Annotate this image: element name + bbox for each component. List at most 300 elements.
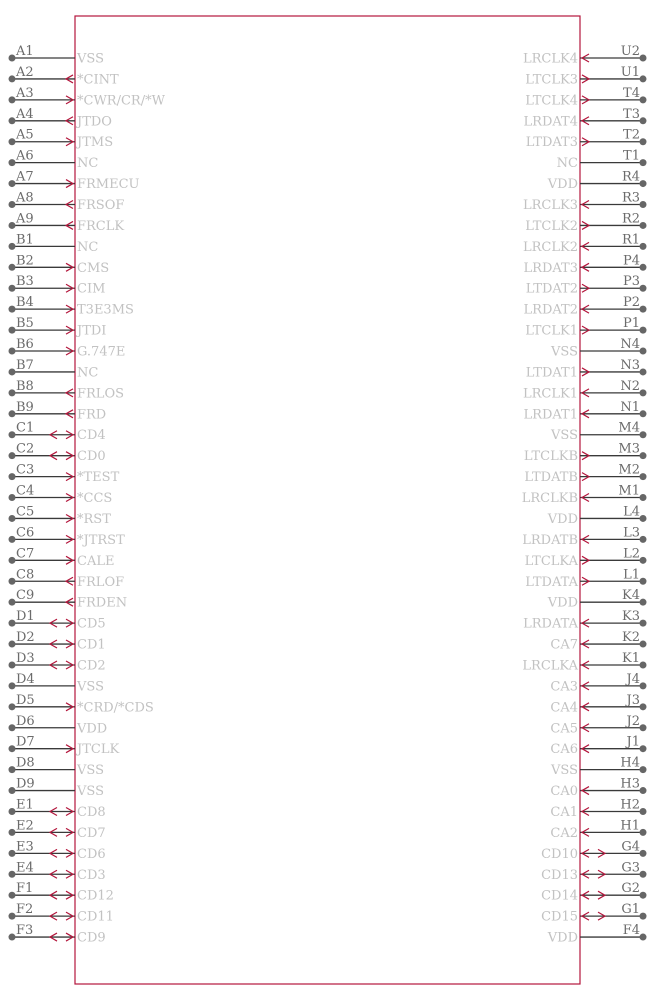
pin-number: L4: [623, 504, 640, 520]
pin: [9, 463, 120, 486]
pin-end-dot: [640, 745, 647, 752]
pin-number: D4: [16, 671, 35, 687]
pin: [9, 107, 112, 130]
pin-number: J2: [626, 713, 640, 729]
pin-number: G3: [621, 860, 640, 876]
pin-end-dot: [9, 410, 16, 417]
pin-end-dot: [9, 96, 16, 103]
pin: [9, 860, 106, 883]
pin-name: LTCLK1: [525, 323, 578, 339]
pin-end-dot: [9, 473, 16, 480]
pin: [9, 44, 104, 67]
pin-end-dot: [9, 285, 16, 292]
pin-end-dot: [640, 829, 647, 836]
pin-name: JTMS: [77, 135, 114, 151]
pin: [523, 232, 646, 255]
pin-number: N1: [620, 399, 640, 415]
pin-end-dot: [640, 850, 647, 857]
pin: [9, 295, 134, 318]
pin-number: P4: [622, 253, 640, 269]
left-pin-group: [9, 44, 166, 946]
pin-name: CD2: [77, 658, 106, 674]
pin-name: CD0: [77, 449, 106, 465]
pin-number: D5: [16, 692, 35, 708]
pin-name: LTDATA: [525, 574, 578, 590]
pin-number: C7: [16, 546, 35, 562]
pin-number: P2: [622, 295, 640, 311]
pin-number: A7: [16, 169, 34, 185]
pin-name: NC: [77, 156, 99, 172]
pin-name: VDD: [547, 511, 578, 527]
pin-number: R1: [621, 232, 640, 248]
pin-name: VSS: [551, 763, 578, 779]
pin: [9, 651, 106, 674]
pin-number: B6: [16, 337, 34, 353]
pin-number: K3: [622, 609, 640, 625]
pin-number: C6: [16, 525, 35, 541]
pin-name: VDD: [547, 595, 578, 611]
pin: [557, 149, 647, 172]
pin-name: JTDO: [77, 114, 112, 130]
pin-number: K2: [622, 630, 640, 646]
pin-name: T3E3MS: [77, 302, 134, 318]
pin: [9, 65, 119, 88]
pin-name: FRDEN: [77, 595, 128, 611]
pin-end-dot: [640, 536, 647, 543]
pin: [9, 902, 114, 925]
pin-end-dot: [640, 368, 647, 375]
pin-name: CD3: [77, 867, 106, 883]
pin-number: C9: [16, 588, 35, 604]
pin-end-dot: [640, 348, 647, 355]
pin-number: D2: [16, 630, 35, 646]
pin-number: B8: [16, 378, 34, 394]
pin-number: C8: [16, 567, 35, 583]
pin-number: H1: [620, 818, 640, 834]
pin-number: F1: [16, 881, 34, 897]
pin-name: LRDATA: [523, 616, 578, 632]
pin-name: CA3: [550, 679, 578, 695]
pin-name: NC: [556, 156, 578, 172]
pin-number: B3: [16, 274, 34, 290]
pin-end-dot: [640, 201, 647, 208]
pin-end-dot: [640, 871, 647, 878]
pin-name: LRCLKA: [522, 658, 578, 674]
pin-end-dot: [9, 620, 16, 627]
pin-number: B2: [16, 253, 34, 269]
pin-end-dot: [9, 389, 16, 396]
pin-number: C1: [16, 420, 35, 436]
pin-name: LRCLK3: [523, 198, 578, 214]
pin-end-dot: [640, 515, 647, 522]
pin: [9, 149, 99, 172]
pin: [9, 232, 99, 255]
pin: [9, 923, 106, 946]
pin-number: G2: [621, 881, 640, 897]
pin: [525, 86, 646, 109]
pin-name: CALE: [77, 553, 115, 569]
pin: [9, 735, 120, 758]
pin-name: JTDI: [77, 323, 107, 339]
pin: [547, 170, 647, 193]
pin: [9, 211, 125, 234]
pin-number: G4: [621, 839, 640, 855]
pin-name: CA6: [550, 742, 578, 758]
pin-name: CD12: [77, 888, 114, 904]
pin-end-dot: [9, 306, 16, 313]
pin: [547, 504, 647, 527]
pin-number: P3: [622, 274, 640, 290]
pin-number: M4: [618, 420, 640, 436]
pin: [9, 881, 114, 904]
pin-number: G1: [621, 902, 640, 918]
pin-end-dot: [9, 661, 16, 668]
pin: [9, 358, 99, 381]
pin-number: D3: [16, 650, 35, 666]
pin-end-dot: [640, 117, 647, 124]
pin-name: CA2: [550, 825, 578, 841]
pin: [550, 337, 646, 360]
pin: [550, 630, 646, 653]
pin-name: LRCLK1: [523, 386, 578, 402]
pin: [9, 86, 166, 109]
pin-number: K1: [622, 650, 640, 666]
pin: [9, 630, 106, 653]
pin-number: N2: [620, 378, 640, 394]
pin-name: FRSOF: [77, 198, 125, 214]
pin-end-dot: [640, 494, 647, 501]
pin-end-dot: [9, 431, 16, 438]
pin-name: LRCLKB: [521, 491, 578, 507]
pin-number: N4: [620, 337, 640, 353]
pin-end-dot: [640, 180, 647, 187]
pin-number: D9: [16, 776, 35, 792]
pin: [9, 588, 128, 611]
pin-end-dot: [640, 599, 647, 606]
pin-name: FRCLK: [77, 218, 125, 234]
pin: [524, 400, 647, 423]
pin-name: NC: [77, 365, 99, 381]
pin-number: C5: [16, 504, 35, 520]
pin-number: L3: [623, 525, 640, 541]
pin-end-dot: [9, 494, 16, 501]
pin-name: CA4: [550, 700, 578, 716]
pin-name: FRD: [77, 407, 107, 423]
pin-end-dot: [9, 829, 16, 836]
pin-end-dot: [640, 557, 647, 564]
pin-end-dot: [640, 389, 647, 396]
pin: [9, 693, 154, 716]
pin-name: LRDAT4: [523, 114, 578, 130]
pin: [525, 546, 647, 569]
pin-end-dot: [640, 473, 647, 480]
pin: [526, 128, 647, 151]
pin: [522, 651, 646, 674]
pin-number: A1: [16, 44, 34, 59]
pin-end-dot: [9, 871, 16, 878]
pin-number: F3: [16, 923, 34, 939]
pin-number: R2: [621, 211, 640, 227]
pin: [525, 211, 646, 234]
pin-end-dot: [640, 138, 647, 145]
pin-name: LTDAT1: [525, 365, 578, 381]
pin-name: LRDAT3: [523, 260, 578, 276]
pin-name: LTCLK2: [525, 218, 578, 234]
pin-name: *CWR/CR/*W: [77, 93, 165, 109]
pin-number: A6: [16, 148, 34, 164]
pin-end-dot: [9, 641, 16, 648]
pin-end-dot: [9, 787, 16, 794]
pin: [525, 567, 646, 590]
pin-name: VSS: [77, 679, 104, 695]
pin-end-dot: [9, 766, 16, 773]
pin-name: LRDAT1: [523, 407, 578, 423]
pin: [525, 316, 646, 339]
pin: [550, 777, 646, 800]
pin-end-dot: [640, 264, 647, 271]
pin: [9, 777, 104, 800]
pin-name: CD11: [77, 909, 114, 925]
pin-end-dot: [9, 557, 16, 564]
pin-end-dot: [9, 180, 16, 187]
pin: [9, 170, 140, 193]
pin: [541, 839, 646, 862]
pin-number: F4: [622, 923, 640, 939]
pin: [9, 672, 104, 695]
pin-name: *TEST: [77, 470, 120, 486]
pin-number: M2: [618, 462, 640, 478]
pin-number: U2: [620, 44, 640, 59]
pin-end-dot: [640, 431, 647, 438]
pin-number: J4: [626, 671, 640, 687]
pin-name: LTCLK4: [525, 93, 578, 109]
pin-name: VDD: [547, 930, 578, 946]
pin-number: T2: [623, 127, 640, 143]
pin-number: F2: [16, 902, 34, 918]
pin: [541, 860, 646, 883]
pin-end-dot: [640, 159, 647, 166]
pin-name: *CCS: [77, 491, 113, 507]
pin-end-dot: [9, 913, 16, 920]
pin-end-dot: [9, 578, 16, 585]
pin-end-dot: [640, 787, 647, 794]
pin-number: A2: [16, 64, 34, 80]
pin-number: M3: [618, 441, 640, 457]
pin-name: LRDATB: [522, 532, 578, 548]
pin-number: H2: [620, 797, 640, 813]
pin: [524, 295, 647, 318]
pin-number: E4: [16, 860, 34, 876]
pin-number: E3: [16, 839, 34, 855]
pin-name: CA5: [550, 721, 578, 737]
pin-name: G.747E: [77, 344, 126, 360]
pin: [9, 379, 125, 402]
pin-name: FRLOS: [77, 386, 125, 402]
pin: [9, 484, 113, 507]
pin-number: A8: [16, 190, 34, 206]
pin: [9, 567, 125, 590]
pin-end-dot: [640, 327, 647, 334]
pin-name: CA0: [550, 784, 578, 800]
pin-end-dot: [640, 913, 647, 920]
pin: [547, 588, 647, 611]
pin: [547, 923, 647, 946]
pin: [541, 881, 646, 904]
pin-end-dot: [640, 410, 647, 417]
pin-number: B1: [16, 232, 34, 248]
pin-number: E2: [16, 818, 34, 834]
pin-number: D8: [16, 755, 35, 771]
pin-number: T3: [623, 106, 640, 122]
pin-name: CD5: [77, 616, 106, 632]
pin: [9, 818, 106, 841]
pin-end-dot: [9, 201, 16, 208]
pin-number: U1: [620, 64, 640, 80]
pin-name: CD13: [541, 867, 578, 883]
pin-name: VSS: [77, 51, 104, 67]
pin-name: CA7: [550, 637, 578, 653]
pin: [541, 902, 646, 925]
pin-number: C4: [16, 483, 35, 499]
pin-name: *RST: [77, 511, 111, 527]
pin-number: T1: [623, 148, 640, 164]
pin-end-dot: [640, 452, 647, 459]
pin: [523, 609, 646, 632]
pin-end-dot: [640, 934, 647, 941]
pin-number: H3: [620, 776, 640, 792]
pin: [9, 546, 115, 569]
pin-name: CD15: [541, 909, 578, 925]
pin: [524, 463, 646, 486]
pin-name: NC: [77, 239, 99, 255]
pin-name: CD4: [77, 428, 106, 444]
pin-end-dot: [640, 55, 647, 62]
pin-name: LTDAT3: [525, 135, 578, 151]
pin-end-dot: [640, 661, 647, 668]
pin-number: D6: [16, 713, 35, 729]
pin-number: N3: [620, 357, 640, 373]
pin: [523, 191, 646, 214]
pin-name: VSS: [551, 344, 578, 360]
pin-end-dot: [9, 55, 16, 62]
pin-number: L1: [623, 567, 640, 583]
pin: [550, 421, 646, 444]
pin-end-dot: [9, 159, 16, 166]
pin-name: *CRD/*CDS: [77, 700, 154, 716]
pin-name: FRMECU: [77, 177, 140, 193]
pin-number: R3: [621, 190, 640, 206]
pin-number: A4: [16, 106, 34, 122]
pin: [550, 714, 646, 737]
pin: [9, 504, 112, 527]
pin-number: E1: [16, 797, 34, 813]
pin: [9, 400, 107, 423]
pin-name: *CINT: [77, 72, 119, 88]
pin-end-dot: [640, 75, 647, 82]
pin: [9, 839, 106, 862]
pin-name: LRCLK2: [523, 239, 578, 255]
pin: [550, 818, 646, 841]
pin-number: J3: [626, 692, 640, 708]
pin-end-dot: [640, 620, 647, 627]
pin-number: A9: [16, 211, 34, 227]
pin-number: D7: [16, 734, 35, 750]
pin-end-dot: [9, 138, 16, 145]
pin-end-dot: [640, 892, 647, 899]
pin: [9, 421, 106, 444]
pin-name: LTCLK3: [525, 72, 578, 88]
pin: [526, 358, 647, 381]
pin: [522, 525, 646, 548]
pin: [9, 756, 104, 779]
pin-name: CD8: [77, 804, 106, 820]
pin-end-dot: [9, 745, 16, 752]
pin-end-dot: [9, 850, 16, 857]
pin-name: LTDAT2: [525, 281, 578, 297]
pin-name: CD9: [77, 930, 106, 946]
pin-end-dot: [9, 117, 16, 124]
pin-name: LTDATB: [524, 470, 578, 486]
pin-end-dot: [640, 285, 647, 292]
pin-name: CA1: [550, 804, 578, 820]
pin-number: K4: [622, 588, 640, 604]
pin: [522, 484, 647, 507]
pin-end-dot: [640, 808, 647, 815]
pin-number: J1: [626, 734, 640, 750]
pin: [524, 442, 647, 465]
pin-end-dot: [640, 766, 647, 773]
pin-end-dot: [9, 348, 16, 355]
pin: [9, 274, 106, 297]
pin-number: B5: [16, 316, 34, 332]
pin-number: B9: [16, 399, 34, 415]
pin: [9, 316, 107, 339]
pin-end-dot: [640, 243, 647, 250]
pin-name: CD1: [77, 637, 106, 653]
pin-end-dot: [9, 243, 16, 250]
pin: [524, 253, 647, 276]
pin-end-dot: [9, 327, 16, 334]
pin-end-dot: [9, 368, 16, 375]
pin-end-dot: [9, 75, 16, 82]
pin: [550, 735, 646, 758]
pin: [9, 609, 106, 632]
pin-end-dot: [640, 724, 647, 731]
pin-name: VDD: [547, 177, 578, 193]
pin-number: T4: [623, 85, 640, 101]
pin-end-dot: [640, 306, 647, 313]
pin-number: B7: [16, 357, 34, 373]
pin: [550, 756, 646, 779]
pin: [9, 337, 126, 360]
pin-end-dot: [9, 892, 16, 899]
pin-end-dot: [9, 934, 16, 941]
pin-name: FRLOF: [77, 574, 125, 590]
pin: [9, 442, 106, 465]
pin-end-dot: [640, 222, 647, 229]
pin-name: *JTRST: [77, 532, 125, 548]
right-pin-group: [522, 44, 647, 946]
pin: [550, 797, 646, 820]
pin-name: CMS: [77, 260, 110, 276]
pin: [9, 525, 126, 548]
pin: [524, 107, 647, 130]
pin: [9, 253, 110, 276]
pin-name: VDD: [77, 721, 108, 737]
pin-name: LRCLK4: [523, 51, 578, 67]
pin-end-dot: [9, 515, 16, 522]
pin-name: CD7: [77, 825, 106, 841]
